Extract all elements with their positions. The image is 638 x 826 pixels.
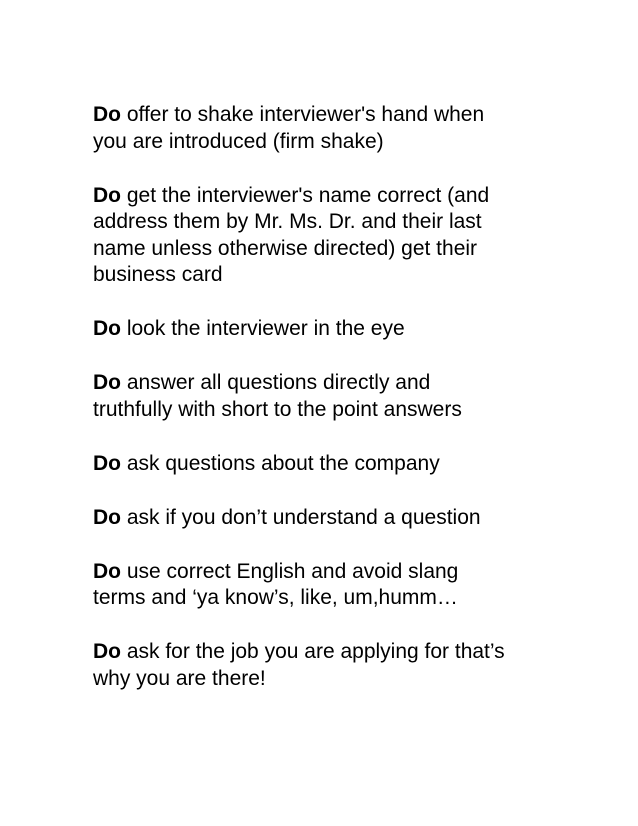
tip-keyword: Do [93,640,121,663]
tip-text: look the interviewer in the eye [121,317,405,340]
tip-8 [93,639,593,692]
tip-keyword: Do [93,183,121,207]
tip-text: use correct English and avoid slang terms and ‘ya know’s, like, um,humm… [93,559,459,609]
tip-text: ask questions about the company [121,451,440,475]
tip-text: get the interviewer's name correct (and address them by Mr. Ms. Dr. and their last name unless otherwise directed) get their business card [93,183,490,286]
tip-keyword: Do [93,103,121,126]
tip-keyword: Do [93,451,121,475]
document-page [93,102,593,720]
tip-3 [93,316,593,343]
tip-4 [93,370,593,423]
tip-keyword: Do [93,317,121,340]
tip-text: answer all questions directly and truthfully with short to the point answers [93,371,462,421]
tip-1 [93,102,593,155]
tip-text: ask if you don’t understand a question [121,505,481,529]
tip-keyword: Do [93,371,121,394]
tip-7 [93,559,593,612]
tip-text: ask for the job you are applying for that’s why you are there! [93,640,505,690]
tip-text: offer to shake interviewer's hand when you are introduced (firm shake) [93,103,485,153]
tip-keyword: Do [93,505,121,529]
tip-6 [93,505,593,532]
tip-5 [93,451,593,478]
tip-2 [93,183,593,289]
tip-keyword: Do [93,559,121,583]
